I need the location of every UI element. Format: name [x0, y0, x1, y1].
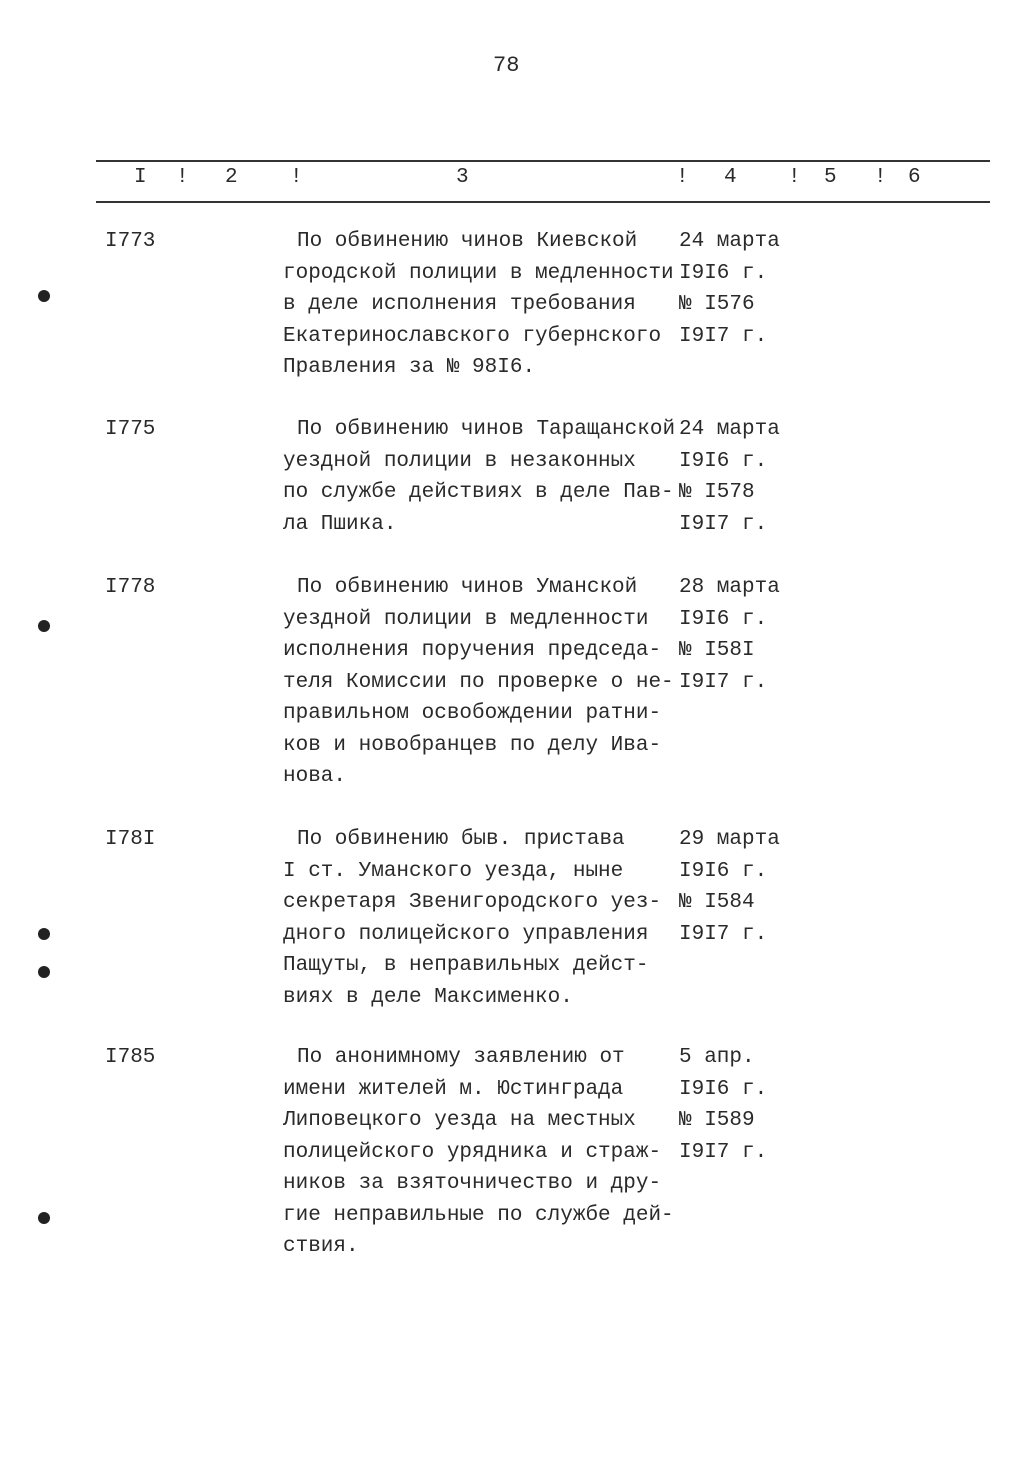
date-line: I9I6 г. — [679, 1077, 768, 1101]
date-line: № I584 — [679, 891, 755, 914]
date-line: I9I7 г. — [679, 512, 768, 536]
date-line: 24 марта — [679, 418, 780, 441]
entry-description — [283, 1042, 674, 1263]
date-line: I9I6 г. — [679, 859, 768, 883]
date-line: 24 марта — [679, 230, 780, 253]
header-col3: 3 — [456, 166, 469, 189]
description-line: полицейского урядника и страж- — [283, 1140, 662, 1164]
entry-number: I78I — [105, 828, 156, 851]
description-line: ников за взяточничество и дру- — [283, 1172, 662, 1195]
entry-number: I773 — [105, 230, 156, 253]
header-sep: ! — [874, 166, 887, 189]
punch-hole-mark — [38, 966, 50, 978]
entry-description — [283, 226, 674, 384]
description-line: уездной полиции в незаконных — [283, 449, 636, 473]
date-line: I9I7 г. — [679, 670, 768, 694]
punch-hole-mark — [38, 620, 50, 632]
description-line: в деле исполнения требования — [283, 293, 636, 316]
date-line: № I589 — [679, 1109, 755, 1132]
entry-number: I785 — [105, 1046, 156, 1069]
entry-dates — [679, 824, 780, 950]
description-line: уездной полиции в медленности — [283, 607, 649, 631]
description-line: Правления за № 98I6. — [283, 356, 536, 379]
description-line: имени жителей м. Юстинграда — [283, 1077, 624, 1101]
description-line: городской полиции в медленности — [283, 261, 674, 285]
description-line: по службе действиях в деле Пав- — [283, 481, 674, 504]
punch-hole-mark — [38, 1212, 50, 1224]
date-line: № I576 — [679, 293, 755, 316]
description-line: ков и новобранцев по делу Ива- — [283, 733, 662, 757]
header-sep: ! — [676, 166, 689, 189]
entry-dates — [679, 572, 780, 698]
entry-dates — [679, 1042, 767, 1168]
description-line: теля Комиссии по проверке о не- — [283, 670, 674, 694]
date-line: I9I6 г. — [679, 449, 768, 473]
table-header — [0, 166, 1024, 196]
description-line: ла Пшика. — [283, 512, 397, 536]
description-line: правильном освобождении ратни- — [283, 702, 662, 725]
header-sep: ! — [788, 166, 801, 189]
date-line: I9I6 г. — [679, 261, 768, 285]
date-line: 29 марта — [679, 828, 780, 851]
header-col1: I — [134, 166, 147, 189]
header-sep: ! — [176, 166, 189, 189]
date-line: I9I6 г. — [679, 607, 768, 631]
description-line: По анонимному заявлению от — [297, 1046, 625, 1069]
date-line: I9I7 г. — [679, 324, 768, 348]
description-line: Липовецкого уезда на местных — [283, 1109, 636, 1132]
description-line: Пащуты, в неправильных дейст- — [283, 954, 649, 977]
date-line: I9I7 г. — [679, 922, 768, 946]
entry-number: I778 — [105, 576, 156, 599]
table-top-rule — [96, 160, 990, 162]
description-line: Екатеринославского губернского — [283, 324, 662, 348]
description-line: гие неправильные по службе дей- — [283, 1203, 674, 1227]
header-col6: 6 — [908, 166, 921, 189]
page-number: 78 — [493, 53, 520, 78]
entry-dates — [679, 414, 780, 540]
entry-description — [283, 414, 675, 540]
entry-number: I775 — [105, 418, 156, 441]
date-line: № I58I — [679, 639, 755, 662]
entry-description — [283, 572, 674, 793]
entry-dates — [679, 226, 780, 352]
date-line: I9I7 г. — [679, 1140, 768, 1164]
header-col5: 5 — [824, 166, 837, 189]
description-line: виях в деле Максименко. — [283, 985, 573, 1009]
table-header-rule — [96, 201, 990, 203]
description-line: ствия. — [283, 1235, 359, 1258]
header-col2: 2 — [225, 166, 238, 189]
date-line: 28 марта — [679, 576, 780, 599]
description-line: нова. — [283, 765, 347, 788]
punch-hole-mark — [38, 290, 50, 302]
description-line: секретаря Звенигородского уез- — [283, 891, 662, 914]
date-line: 5 апр. — [679, 1046, 755, 1069]
description-line: исполнения поручения председа- — [283, 639, 662, 662]
description-line: По обвинению чинов Уманской — [297, 576, 638, 599]
header-col4: 4 — [724, 166, 737, 189]
description-line: По обвинению чинов Киевской — [297, 230, 638, 253]
entry-description — [283, 824, 661, 1013]
description-line: По обвинению быв. пристава — [297, 828, 625, 851]
punch-hole-mark — [38, 928, 50, 940]
date-line: № I578 — [679, 481, 755, 504]
description-line: дного полицейского управления — [283, 922, 649, 946]
header-sep: ! — [290, 166, 303, 189]
description-line: По обвинению чинов Таращанской — [297, 418, 676, 441]
description-line: I ст. Уманского уезда, ныне — [283, 859, 624, 883]
